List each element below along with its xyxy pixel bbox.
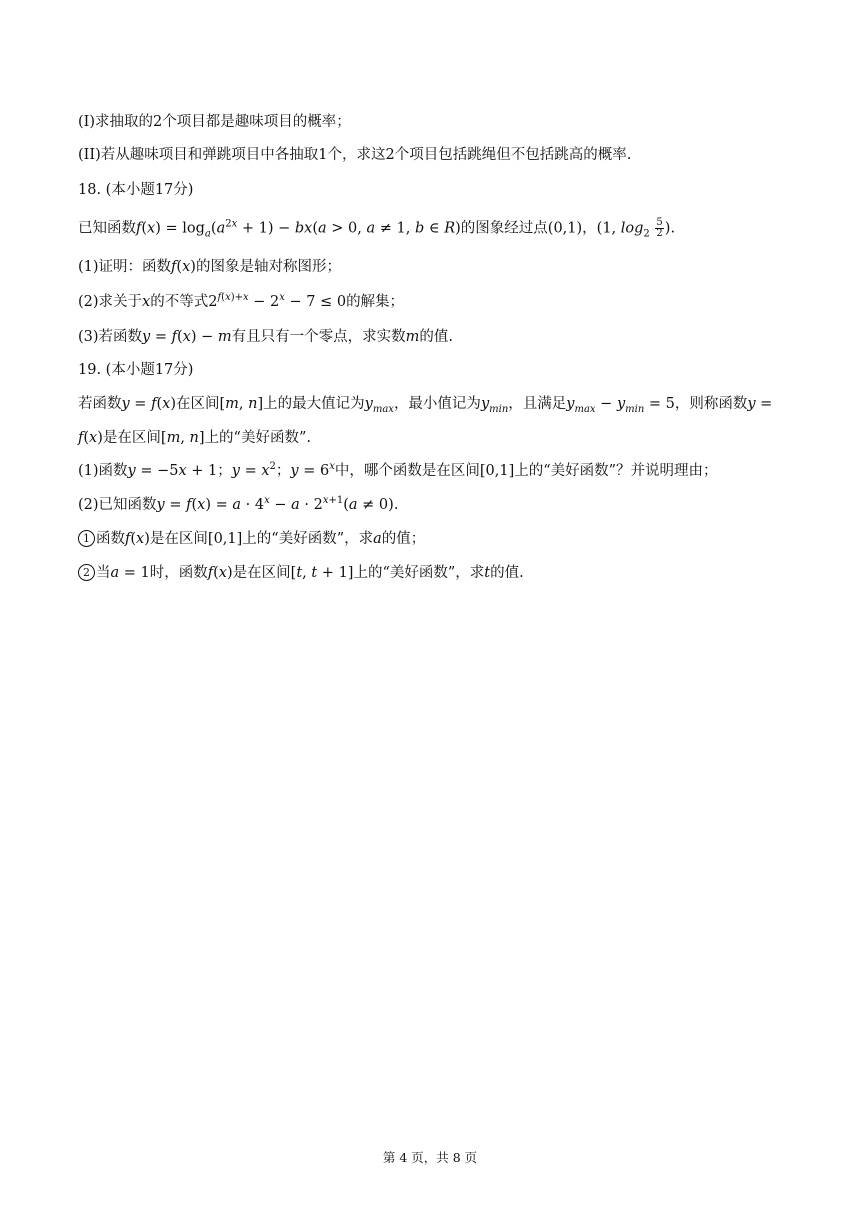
q19-part-2: (2)已知函数$y = f(x) = a \cdot 4^x - a \cdot 2^{x+1}(a \ne 0)$. [78, 495, 399, 513]
circled-number: 1 [78, 530, 95, 547]
q19-stem-line-1: 若函数y = f(x)在区间[m, n]上的最大值记为$y_{max}$，最小值记为$y_{min}$，且满足$y_{max} - y_{min} = 5$，则称函数y = [78, 396, 773, 415]
q18-header: 18. (本小题17分) [78, 182, 194, 198]
q18-part-3: (3)若函数y = f(x) − m有且只有一个零点，求实数m的值. [78, 329, 453, 345]
q17-part-1: (I)求抽取的2个项目都是趣味项目的概率； [78, 114, 351, 130]
q18-part-1: (1)证明：函数f(x)的图象是轴对称图形； [78, 259, 341, 275]
q19-subpart-1: 1 函数f(x)是在区间[0,1]上的“美好函数”，求a的值； [78, 529, 800, 549]
q19-part-1: (1)函数y = −5x + 1；$y = x^2$；$y = 6^x$中，哪个函数是在区间[0,1]上的“美好函数”？并说明理由； [78, 461, 718, 479]
q19-stem-line-2: f(x)是在区间[m, n]上的“美好函数”. [78, 430, 311, 446]
q19-header: 19. (本小题17分) [78, 362, 194, 378]
page-footer: 第 4 页，共 8 页 [382, 1150, 478, 1165]
q19-subpart-2: 2 当a = 1时，函数f(x)是在区间[t, t + 1]上的“美好函数”，求t的值. [78, 563, 800, 583]
q18-part-2: (2)求关于x的不等式$2^{f(x)+x} - 2^x - 7 \le 0$的解集； [78, 292, 405, 310]
q17-part-2: (II)若从趣味项目和弹跳项目中各抽取1个，求这2个项目包括跳绳但不包括跳高的概率. [78, 147, 632, 163]
circled-number: 2 [78, 564, 95, 581]
q18-stem: 已知函数$f(x) = \log_a(a^{2x} + 1) - bx(a > 0$, a ≠ 1, b ∈ R)的图象经过点(0,1)，(1, $\log_2$ $\frac{5}{2}$ ). [78, 217, 676, 240]
